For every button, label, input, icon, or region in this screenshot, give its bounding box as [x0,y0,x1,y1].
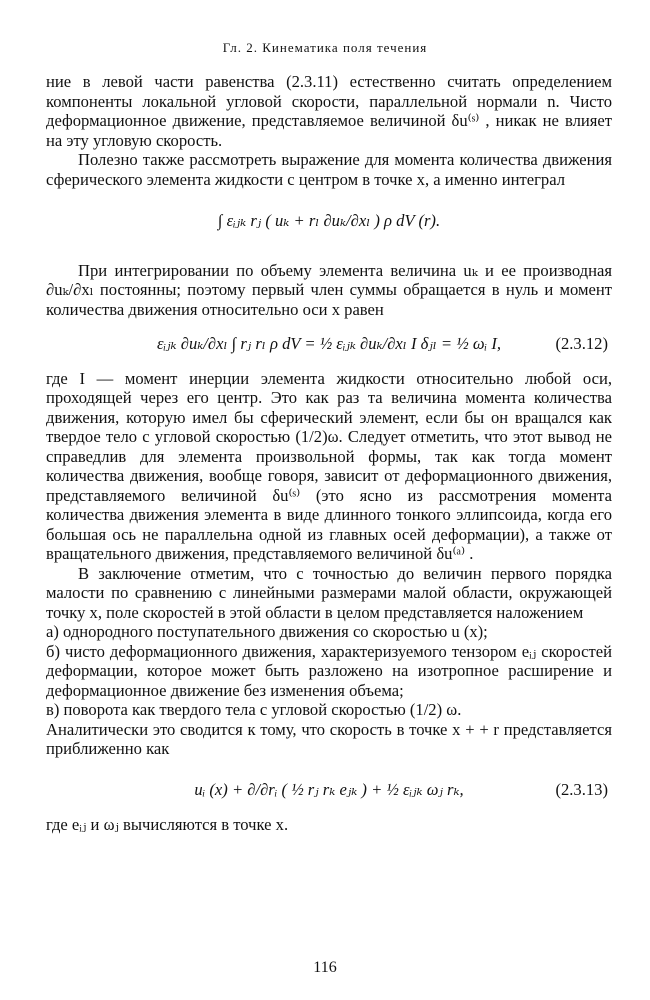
paragraph-3: При интегрировании по объему элемента величина uₖ и ее производная ∂uₖ/∂xₗ постоянны; поэтому первый член суммы обращается в нуль и момент количества движения относительно оси x равен [46,260,612,319]
paragraph-4: где I — момент инерции элемента жидкости относительно любой оси, проходящей через его центр. Это как раз та величина момента количества движения, которую имел бы сферический элемент, если бы он вращался как твердое тело с угловой скоростью (1/2)ω. Следует отметить, что этот вывод не справедлив для элемента произвольной формы, так как тогда момент количества движения, вообще говоря, зависит от деформационного движения, представляемого величиной δu⁽ˢ⁾ (это ясно из рассмотрения момента количества движения элемента в виде длинного тонкого эллипсоида, когда его большая ось не параллельна одной из главных осей деформации), а также от вращательного движения, представляемого величиной δu⁽ᵃ⁾ . [46,368,612,563]
paragraph-2: Полезно также рассмотреть выражение для момента количества движения сферического элемента жидкости с центром в точке x, а именно интеграл [46,150,612,189]
paragraph-5: В заключение отметим, что с точностью до величин первого порядка малости по сравнению с линейными размерами малой области, окружающей точку x, поле скоростей в этой области в целом представляется наложением [46,563,612,622]
formula-2-3-13 [46,780,612,800]
formula-angular-momentum-integral: ∫ εᵢⱼₖ rⱼ ( uₖ + rₗ ∂uₖ/∂xₗ ) ρ dV (r). [217,211,441,230]
paragraph-6: Аналитически это сводится к тому, что скорость в точке x + + r представляется приближенно как [46,719,612,758]
page-number: 116 [313,959,337,976]
equation-number-2-3-13: (2.3.13) [555,779,608,799]
list-item-b: б) чисто деформационного движения, характеризуемого тензором eᵢⱼ скоростей деформации, которое может быть разложено на изотропное расширение и деформационное движение без изменения объема; [46,641,612,700]
equation-number-2-3-12: (2.3.12) [555,334,608,353]
formula-2-3-13-body: uᵢ (x) + ∂/∂rᵢ ( ½ rⱼ rₖ eⱼₖ ) + ½ εᵢⱼₖ ωⱼ rₖ, [194,779,464,799]
formula-2-3-12-body: εᵢⱼₖ ∂uₖ/∂xₗ ∫ rⱼ rₗ ρ dV = ½ εᵢⱼₖ ∂uₖ/∂xₗ I δⱼₗ = ½ ωᵢ I, [157,334,501,353]
list-item-c: в) поворота как твердого тела с угловой скоростью (1/2) ω. [46,700,462,719]
formula-2-3-12 [46,334,612,354]
list-item-a: а) однородного поступательного движения со скоростью u (x); [46,622,488,641]
paragraph-1: ние в левой части равенства (2.3.11) естественно считать определением компоненты локальной угловой скорости, параллельной нормали n. Чисто деформационное движение, представляемое величиной δu⁽ˢ⁾ , никак не влияет на эту угловую скорость. [46,72,612,150]
running-header: Гл. 2. Кинематика поля течения [222,40,428,55]
paragraph-7: где eᵢⱼ и ωⱼ вычисляются в точке x. [46,815,289,834]
page-body [46,72,612,835]
